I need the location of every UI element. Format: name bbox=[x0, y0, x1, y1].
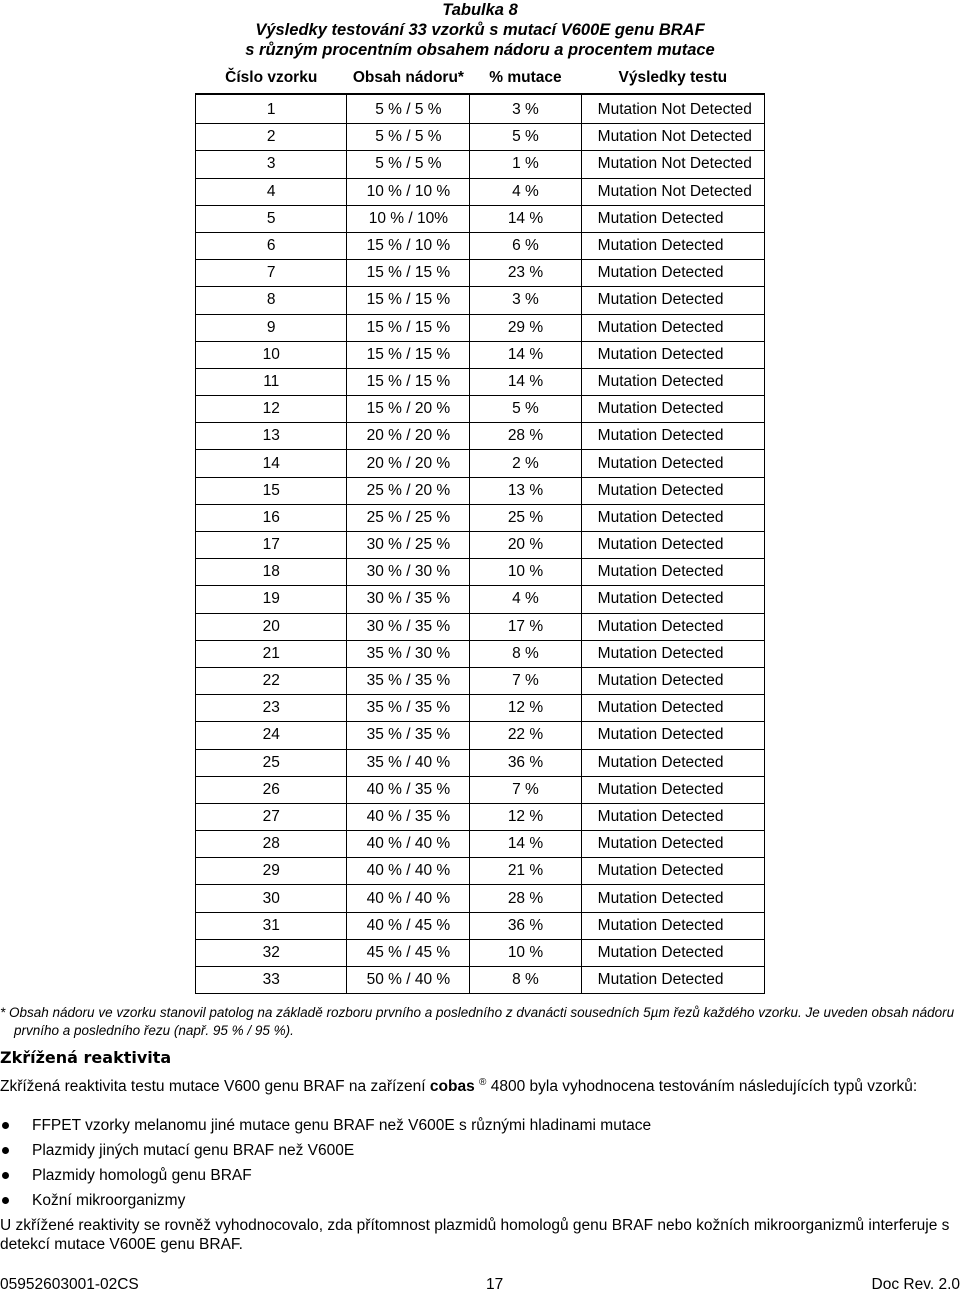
cell-tumor-content: 40 % / 40 % bbox=[347, 885, 470, 912]
cell-mutation-percent: 22 % bbox=[470, 722, 581, 749]
table-row bbox=[196, 423, 765, 450]
cell-test-result: Mutation Detected bbox=[581, 858, 764, 885]
list-item-text: Plazmidy jiných mutací genu BRAF než V600E bbox=[32, 1142, 355, 1159]
results-table bbox=[195, 63, 765, 994]
cell-tumor-content: 15 % / 10 % bbox=[347, 232, 470, 259]
table-row bbox=[196, 776, 765, 803]
table-row bbox=[196, 749, 765, 776]
cell-test-result: Mutation Detected bbox=[581, 912, 764, 939]
cell-test-result: Mutation Detected bbox=[581, 368, 764, 395]
cell-tumor-content: 50 % / 40 % bbox=[347, 967, 470, 994]
cell-sample-number: 24 bbox=[196, 722, 347, 749]
cell-mutation-percent: 8 % bbox=[470, 640, 581, 667]
cell-test-result: Mutation Detected bbox=[581, 776, 764, 803]
cell-test-result: Mutation Detected bbox=[581, 504, 764, 531]
cell-sample-number: 7 bbox=[196, 260, 347, 287]
cell-tumor-content: 25 % / 20 % bbox=[347, 477, 470, 504]
cell-test-result: Mutation Detected bbox=[581, 232, 764, 259]
cell-mutation-percent: 10 % bbox=[470, 559, 581, 586]
cell-sample-number: 29 bbox=[196, 858, 347, 885]
table-row bbox=[196, 314, 765, 341]
cell-test-result: Mutation Not Detected bbox=[581, 94, 764, 124]
cell-mutation-percent: 3 % bbox=[470, 287, 581, 314]
cell-test-result: Mutation Detected bbox=[581, 939, 764, 966]
cell-mutation-percent: 5 % bbox=[470, 124, 581, 151]
cell-sample-number: 14 bbox=[196, 450, 347, 477]
cell-mutation-percent: 12 % bbox=[470, 803, 581, 830]
cell-sample-number: 4 bbox=[196, 178, 347, 205]
table-row bbox=[196, 695, 765, 722]
table-row bbox=[196, 559, 765, 586]
table-body bbox=[196, 94, 765, 994]
cell-mutation-percent: 8 % bbox=[470, 967, 581, 994]
cell-tumor-content: 20 % / 20 % bbox=[347, 423, 470, 450]
cross-reactivity-paragraph bbox=[0, 1073, 960, 1096]
table-row bbox=[196, 94, 765, 124]
cell-sample-number: 28 bbox=[196, 831, 347, 858]
cell-test-result: Mutation Not Detected bbox=[581, 178, 764, 205]
cell-mutation-percent: 12 % bbox=[470, 695, 581, 722]
cell-tumor-content: 5 % / 5 % bbox=[347, 94, 470, 124]
cell-test-result: Mutation Detected bbox=[581, 477, 764, 504]
table-row bbox=[196, 803, 765, 830]
cell-sample-number: 26 bbox=[196, 776, 347, 803]
cell-test-result: Mutation Detected bbox=[581, 532, 764, 559]
list-item-text: Plazmidy homologů genu BRAF bbox=[32, 1167, 252, 1184]
cell-sample-number: 19 bbox=[196, 586, 347, 613]
table-caption bbox=[0, 0, 960, 60]
cell-test-result: Mutation Detected bbox=[581, 749, 764, 776]
cell-mutation-percent: 4 % bbox=[470, 586, 581, 613]
cell-sample-number: 11 bbox=[196, 368, 347, 395]
cell-test-result: Mutation Detected bbox=[581, 287, 764, 314]
interference-paragraph: U zkřížené reaktivity se rovněž vyhodnocovalo, zda přítomnost plazmidů homologů genu BRAF nebo kožních mikroorganizmů interferuje s detekcí mutace V600E genu BRAF. bbox=[0, 1217, 950, 1253]
cell-mutation-percent: 36 % bbox=[470, 912, 581, 939]
cell-mutation-percent: 14 % bbox=[470, 341, 581, 368]
cell-mutation-percent: 5 % bbox=[470, 396, 581, 423]
cell-test-result: Mutation Detected bbox=[581, 205, 764, 232]
header-mutation-percent: % mutace bbox=[470, 63, 581, 94]
cell-test-result: Mutation Detected bbox=[581, 803, 764, 830]
cell-test-result: Mutation Detected bbox=[581, 722, 764, 749]
cell-test-result: Mutation Detected bbox=[581, 586, 764, 613]
cell-sample-number: 1 bbox=[196, 94, 347, 124]
table-row bbox=[196, 967, 765, 994]
cell-tumor-content: 15 % / 20 % bbox=[347, 396, 470, 423]
header-tumor-content: Obsah nádoru* bbox=[347, 63, 470, 94]
cell-test-result: Mutation Detected bbox=[581, 396, 764, 423]
table-row bbox=[196, 287, 765, 314]
cell-mutation-percent: 1 % bbox=[470, 151, 581, 178]
cell-tumor-content: 35 % / 35 % bbox=[347, 722, 470, 749]
table-row bbox=[196, 232, 765, 259]
cell-sample-number: 33 bbox=[196, 967, 347, 994]
cell-mutation-percent: 25 % bbox=[470, 504, 581, 531]
table-row bbox=[196, 504, 765, 531]
header-test-result: Výsledky testu bbox=[581, 63, 764, 94]
table-row bbox=[196, 477, 765, 504]
cell-sample-number: 6 bbox=[196, 232, 347, 259]
list-item-text: FFPET vzorky melanomu jiné mutace genu BRAF než V600E s různými hladinami mutace bbox=[32, 1117, 652, 1134]
table-row bbox=[196, 341, 765, 368]
table-row bbox=[196, 722, 765, 749]
cell-mutation-percent: 28 % bbox=[470, 885, 581, 912]
cell-sample-number: 21 bbox=[196, 640, 347, 667]
cell-tumor-content: 30 % / 30 % bbox=[347, 559, 470, 586]
page-footer bbox=[0, 1276, 960, 1294]
header-sample-number: Číslo vzorku bbox=[196, 63, 347, 94]
cell-test-result: Mutation Detected bbox=[581, 667, 764, 694]
cell-tumor-content: 15 % / 15 % bbox=[347, 287, 470, 314]
cell-tumor-content: 35 % / 35 % bbox=[347, 695, 470, 722]
cell-sample-number: 9 bbox=[196, 314, 347, 341]
cell-tumor-content: 5 % / 5 % bbox=[347, 124, 470, 151]
cell-sample-number: 25 bbox=[196, 749, 347, 776]
cell-mutation-percent: 3 % bbox=[470, 94, 581, 124]
cell-test-result: Mutation Not Detected bbox=[581, 151, 764, 178]
table-row bbox=[196, 885, 765, 912]
bullet-icon bbox=[2, 1147, 9, 1154]
para1-text-before: Zkřížená reaktivita testu mutace V600 genu BRAF na zařízení bbox=[0, 1078, 430, 1096]
cell-mutation-percent: 2 % bbox=[470, 450, 581, 477]
cell-sample-number: 23 bbox=[196, 695, 347, 722]
cell-mutation-percent: 7 % bbox=[470, 667, 581, 694]
table-header-row bbox=[196, 63, 765, 94]
cell-mutation-percent: 20 % bbox=[470, 532, 581, 559]
cell-test-result: Mutation Detected bbox=[581, 450, 764, 477]
list-item bbox=[0, 1117, 651, 1142]
brand-cobas bbox=[430, 1078, 487, 1095]
cell-sample-number: 17 bbox=[196, 532, 347, 559]
table-row bbox=[196, 124, 765, 151]
cell-test-result: Mutation Detected bbox=[581, 831, 764, 858]
cell-sample-number: 2 bbox=[196, 124, 347, 151]
cell-tumor-content: 40 % / 35 % bbox=[347, 803, 470, 830]
table-footnote: * Obsah nádoru ve vzorku stanovil patolog na základě rozboru prvního a posledního z dvanácti sousedních 5µm řezů každého vzorku. Je uveden obsah nádoru prvního a posledního řezu (např. 95 % / 95 %). bbox=[0, 1005, 955, 1038]
cell-tumor-content: 35 % / 30 % bbox=[347, 640, 470, 667]
table-row bbox=[196, 151, 765, 178]
cell-test-result: Mutation Detected bbox=[581, 695, 764, 722]
cell-tumor-content: 40 % / 40 % bbox=[347, 858, 470, 885]
registered-mark: ® bbox=[479, 1077, 487, 1088]
cell-tumor-content: 5 % / 5 % bbox=[347, 151, 470, 178]
document-revision: Doc Rev. 2.0 bbox=[871, 1276, 960, 1293]
table-row bbox=[196, 912, 765, 939]
cell-tumor-content: 35 % / 35 % bbox=[347, 667, 470, 694]
cell-test-result: Mutation Detected bbox=[581, 423, 764, 450]
cell-sample-number: 5 bbox=[196, 205, 347, 232]
cell-tumor-content: 25 % / 25 % bbox=[347, 504, 470, 531]
table-row bbox=[196, 396, 765, 423]
cell-mutation-percent: 29 % bbox=[470, 314, 581, 341]
section-heading: Zkřížená reaktivita bbox=[0, 1048, 172, 1067]
cell-sample-number: 20 bbox=[196, 613, 347, 640]
cell-test-result: Mutation Detected bbox=[581, 967, 764, 994]
list-item bbox=[0, 1142, 651, 1167]
list-item bbox=[0, 1167, 651, 1192]
cell-mutation-percent: 14 % bbox=[470, 368, 581, 395]
cell-tumor-content: 10 % / 10 % bbox=[347, 178, 470, 205]
cell-tumor-content: 30 % / 25 % bbox=[347, 532, 470, 559]
cell-sample-number: 10 bbox=[196, 341, 347, 368]
cell-mutation-percent: 36 % bbox=[470, 749, 581, 776]
cell-tumor-content: 20 % / 20 % bbox=[347, 450, 470, 477]
table-row bbox=[196, 939, 765, 966]
cell-sample-number: 3 bbox=[196, 151, 347, 178]
cell-test-result: Mutation Detected bbox=[581, 885, 764, 912]
cell-sample-number: 32 bbox=[196, 939, 347, 966]
caption-label: Tabulka 8 bbox=[442, 1, 518, 19]
table-row bbox=[196, 368, 765, 395]
cell-tumor-content: 15 % / 15 % bbox=[347, 260, 470, 287]
table-row bbox=[196, 640, 765, 667]
cell-sample-number: 18 bbox=[196, 559, 347, 586]
cell-tumor-content: 40 % / 35 % bbox=[347, 776, 470, 803]
cell-test-result: Mutation Detected bbox=[581, 260, 764, 287]
table-row bbox=[196, 205, 765, 232]
bullet-icon bbox=[2, 1197, 9, 1204]
bullet-icon bbox=[2, 1122, 9, 1129]
table-row bbox=[196, 613, 765, 640]
cell-tumor-content: 30 % / 35 % bbox=[347, 613, 470, 640]
cell-mutation-percent: 4 % bbox=[470, 178, 581, 205]
table-row bbox=[196, 586, 765, 613]
list-item bbox=[0, 1192, 651, 1217]
list-item-text: Kožní mikroorganizmy bbox=[32, 1192, 186, 1209]
cell-tumor-content: 15 % / 15 % bbox=[347, 314, 470, 341]
cell-test-result: Mutation Not Detected bbox=[581, 124, 764, 151]
table-row bbox=[196, 858, 765, 885]
cell-test-result: Mutation Detected bbox=[581, 559, 764, 586]
cell-mutation-percent: 6 % bbox=[470, 232, 581, 259]
cell-mutation-percent: 7 % bbox=[470, 776, 581, 803]
table-row bbox=[196, 260, 765, 287]
cell-mutation-percent: 14 % bbox=[470, 831, 581, 858]
cell-test-result: Mutation Detected bbox=[581, 314, 764, 341]
document-number: 05952603001-02CS bbox=[0, 1276, 139, 1293]
table-row bbox=[196, 532, 765, 559]
cell-sample-number: 31 bbox=[196, 912, 347, 939]
cell-mutation-percent: 10 % bbox=[470, 939, 581, 966]
brand-name: cobas bbox=[429, 1078, 475, 1096]
cell-mutation-percent: 28 % bbox=[470, 423, 581, 450]
cell-sample-number: 13 bbox=[196, 423, 347, 450]
cell-sample-number: 22 bbox=[196, 667, 347, 694]
cell-sample-number: 15 bbox=[196, 477, 347, 504]
table-row bbox=[196, 450, 765, 477]
cell-tumor-content: 30 % / 35 % bbox=[347, 586, 470, 613]
cell-mutation-percent: 13 % bbox=[470, 477, 581, 504]
cell-tumor-content: 10 % / 10% bbox=[347, 205, 470, 232]
cell-tumor-content: 45 % / 45 % bbox=[347, 939, 470, 966]
cell-tumor-content: 40 % / 40 % bbox=[347, 831, 470, 858]
cell-tumor-content: 15 % / 15 % bbox=[347, 368, 470, 395]
cell-sample-number: 12 bbox=[196, 396, 347, 423]
caption-title-line-1: Výsledky testování 33 vzorků s mutací V600E genu BRAF bbox=[255, 21, 705, 39]
cell-mutation-percent: 23 % bbox=[470, 260, 581, 287]
cell-sample-number: 16 bbox=[196, 504, 347, 531]
cell-tumor-content: 15 % / 15 % bbox=[347, 341, 470, 368]
cell-tumor-content: 35 % / 40 % bbox=[347, 749, 470, 776]
cell-tumor-content: 40 % / 45 % bbox=[347, 912, 470, 939]
caption-title-line-2: s různým procentním obsahem nádoru a procentem mutace bbox=[245, 41, 715, 59]
sample-type-list bbox=[0, 1117, 651, 1217]
table-row bbox=[196, 667, 765, 694]
cell-mutation-percent: 17 % bbox=[470, 613, 581, 640]
table-row bbox=[196, 178, 765, 205]
cell-sample-number: 27 bbox=[196, 803, 347, 830]
cell-mutation-percent: 21 % bbox=[470, 858, 581, 885]
cell-test-result: Mutation Detected bbox=[581, 341, 764, 368]
cell-mutation-percent: 14 % bbox=[470, 205, 581, 232]
cell-test-result: Mutation Detected bbox=[581, 640, 764, 667]
para1-text-after: 4800 byla vyhodnocena testováním následujících typů vzorků: bbox=[486, 1078, 918, 1096]
cell-test-result: Mutation Detected bbox=[581, 613, 764, 640]
cell-sample-number: 8 bbox=[196, 287, 347, 314]
table-row bbox=[196, 831, 765, 858]
bullet-icon bbox=[2, 1172, 9, 1179]
cell-sample-number: 30 bbox=[196, 885, 347, 912]
page-number: 17 bbox=[486, 1276, 504, 1293]
